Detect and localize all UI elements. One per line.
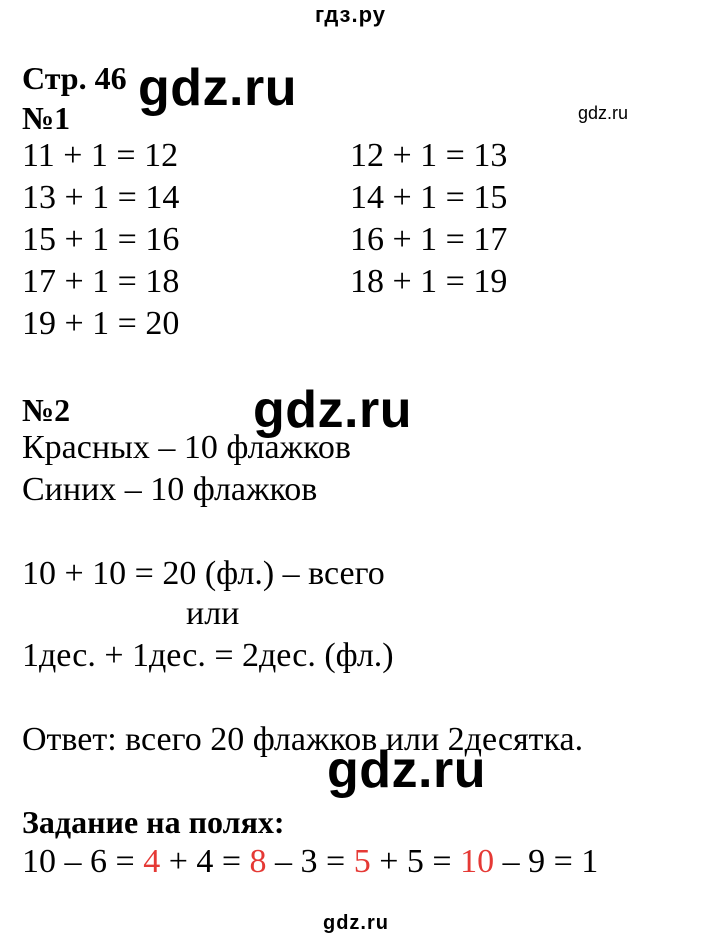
task2-blue-flags: Синих – 10 флажков xyxy=(22,471,318,508)
task2-title: №2 xyxy=(22,392,71,428)
page-label: Стр. 46 xyxy=(22,60,127,96)
chain-answer: 4 xyxy=(143,843,161,880)
chain-answer: 5 xyxy=(353,843,371,880)
chain-answer: 10 xyxy=(460,843,495,880)
watermark-logo: gdz.ru xyxy=(253,381,412,439)
chain-part: 10 – 6 = xyxy=(22,843,144,880)
task1-equation: 19 + 1 = 20 xyxy=(22,305,180,342)
footer-watermark: gdz.ru xyxy=(323,912,389,934)
watermark-logo: gdz.ru xyxy=(138,59,297,117)
chain-part: – 3 = xyxy=(266,843,354,880)
task2-or: или xyxy=(186,595,240,632)
task1-title: №1 xyxy=(22,100,71,136)
task1-equation: 11 + 1 = 12 xyxy=(22,137,179,174)
task1-equation: 15 + 1 = 16 xyxy=(22,221,180,258)
task1-equation: 17 + 1 = 18 xyxy=(22,263,180,300)
task2-red-flags: Красных – 10 флажков xyxy=(22,429,351,466)
chain-part: – 9 = 1 xyxy=(494,843,599,880)
chain-answer: 8 xyxy=(249,843,267,880)
chain-part: + 5 = xyxy=(370,843,461,880)
task1-equation: 16 + 1 = 17 xyxy=(350,221,508,258)
task2-tens: 1дес. + 1дес. = 2дес. (фл.) xyxy=(22,637,394,674)
margin-task-chain xyxy=(22,842,598,882)
task2-sum: 10 + 10 = 20 (фл.) – всего xyxy=(22,555,385,592)
margin-task-title: Задание на полях: xyxy=(22,804,285,840)
watermark-logo: gdz.ru xyxy=(327,741,486,799)
chain-part: + 4 = xyxy=(160,843,250,880)
task1-equation: 18 + 1 = 19 xyxy=(350,263,508,300)
site-header-watermark: гдз.ру xyxy=(315,2,386,27)
task1-equation: 14 + 1 = 15 xyxy=(350,179,508,216)
task1-equation: 12 + 1 = 13 xyxy=(350,137,508,174)
task2-answer: Ответ: всего 20 флажков или 2десятка. xyxy=(22,721,584,758)
watermark-logo-small: gdz.ru xyxy=(578,103,629,123)
task1-equation: 13 + 1 = 14 xyxy=(22,179,180,216)
